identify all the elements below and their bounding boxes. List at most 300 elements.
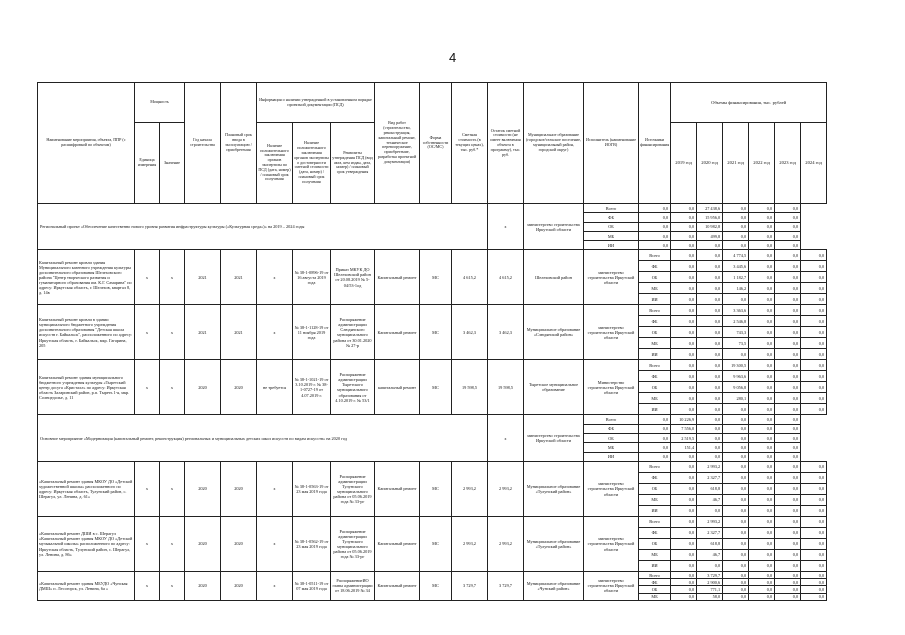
funding-cell: 0,0	[639, 204, 671, 213]
funding-cell: 3 363,6	[723, 305, 749, 316]
object-remaining: 19 598,5	[488, 360, 524, 415]
object-name: Капитальный ремонт кровли здания Муниципального казенного учреждения культуры дополнительного образования Шелеховского района "Центр творческого развития и гуманитарного образования им. К.Г. Самарина" по адресу: Иркутская область, г. Шелехов, квартал 8, д. 14в	[38, 250, 135, 305]
funding-cell: 73,5	[723, 338, 749, 349]
funding-cell: 0,0	[697, 452, 723, 461]
funding-cell: 0,0	[801, 283, 827, 294]
funding-cell: 0,0	[723, 213, 749, 222]
funding-cell: 2 546,8	[723, 316, 749, 327]
funding-cell: 0,0	[801, 579, 827, 586]
header-psd-info: Информация о наличии утвержденной в установленном порядке проектной документации (ПСД)	[257, 83, 375, 123]
funding-cell: 0,0	[749, 272, 775, 283]
object-municipality: Муниципальное образование «Тулунский район»	[524, 516, 584, 571]
funding-cell: 0,0	[723, 434, 749, 443]
funding-cell: 0,0	[671, 338, 697, 349]
funding-cell: 146,2	[723, 283, 749, 294]
funding-cell: 0,0	[801, 527, 827, 538]
funding-cell: 0,0	[749, 424, 775, 433]
header-capacity: Мощность	[135, 83, 185, 123]
funding-cell: 0,0	[749, 404, 775, 415]
funding-cell: 0,0	[723, 231, 749, 240]
funding-cell: 0,0	[697, 261, 723, 272]
table-row	[38, 305, 827, 316]
object-ownership: МС	[420, 305, 452, 360]
source-label: Всего	[584, 415, 639, 424]
funding-cell: 2 327,7	[697, 472, 723, 483]
funding-cell: 0,0	[671, 538, 697, 549]
funding-cell: 3 729,7	[697, 571, 723, 578]
funding-cell: 0,0	[697, 560, 723, 571]
funding-cell: 0,0	[801, 538, 827, 549]
page-number: 4	[449, 50, 457, 65]
object-expertise: х	[257, 516, 293, 571]
source-label: ОБ	[584, 434, 639, 443]
funding-cell: 0,0	[697, 404, 723, 415]
funding-cell: 15 956,0	[697, 213, 723, 222]
funding-cell: 0,0	[749, 443, 775, 452]
funding-cell: 0,0	[749, 261, 775, 272]
funding-cell: 0,0	[775, 393, 801, 404]
funding-cell: 0,0	[775, 261, 801, 272]
funding-cell: 0,0	[723, 452, 749, 461]
object-psd: Приказ МКУК ДО Шелеховский район от 20.08.2019 № 5-04/53-1од	[331, 250, 375, 305]
funding-cell: 0,0	[749, 327, 775, 338]
funding-cell: 0,0	[723, 483, 749, 494]
funding-cell: 0,0	[697, 272, 723, 283]
funding-cell: 0,0	[697, 327, 723, 338]
funding-cell: 0,0	[801, 349, 827, 360]
object-pricing: № 38-1-1128-19 от 11 ноября 2019 года	[293, 305, 331, 360]
object-value: х	[160, 250, 185, 305]
source-label: ФБ	[584, 213, 639, 222]
funding-cell: 0,0	[775, 371, 801, 382]
funding-cell: 0,0	[775, 316, 801, 327]
funding-cell: 0,0	[723, 494, 749, 505]
funding-cell: 0,0	[671, 571, 697, 578]
object-psd: Распоряжение администрации Тулунского муниципального района от 05.06.2019 года № 33-рг	[331, 461, 375, 516]
source-label: ИИ	[584, 241, 639, 250]
funding-cell: 0,0	[775, 549, 801, 560]
header-work-type: Вид работ (строительство, реконструкция, капитальный ремонт, техническое перевооружение, приобретение, разработка проектной документации)	[375, 83, 420, 204]
object-name: «Капитальный ремонт ДШИ в с. Шерагул «Капитальный ремонт здания МКОУ ДО «Детской музыкальной школы» расположенного по адресу: Иркутская область, Тулунский район, с. Шерагул, ул. Ленина, д. 86»	[38, 516, 135, 571]
object-remaining: 2 993,2	[488, 461, 524, 516]
financing-table-sheet	[37, 82, 827, 601]
funding-cell: 0,0	[801, 494, 827, 505]
section-ownership: х	[488, 204, 524, 250]
funding-cell: 0,0	[723, 461, 749, 472]
object-work-type: Капитальный ремонт	[375, 461, 420, 516]
funding-cell: 0,0	[749, 213, 775, 222]
funding-cell: 0,0	[775, 250, 801, 261]
source-label: ОБ	[639, 538, 671, 549]
funding-cell: 0,0	[723, 204, 749, 213]
funding-cell: 0,0	[639, 452, 671, 461]
funding-cell: 0,0	[749, 593, 775, 600]
funding-cell: 0,0	[775, 538, 801, 549]
object-unit: х	[135, 360, 160, 415]
funding-cell: 0,0	[775, 382, 801, 393]
funding-cell: 618,8	[697, 538, 723, 549]
source-label: ИИ	[639, 505, 671, 516]
funding-cell: 0,0	[671, 250, 697, 261]
funding-cell: 0,0	[671, 404, 697, 415]
header-year-2019: 2019 год	[671, 123, 697, 204]
source-label: МБ	[584, 231, 639, 240]
funding-cell: 0,0	[671, 222, 697, 231]
funding-cell: 0,0	[639, 213, 671, 222]
funding-cell: 0,0	[775, 213, 801, 222]
object-cost: 3 462,3	[452, 305, 488, 360]
funding-cell: 0,0	[801, 272, 827, 283]
funding-cell: 0,0	[671, 527, 697, 538]
funding-cell: 743,3	[723, 327, 749, 338]
funding-cell: 0,0	[801, 571, 827, 578]
object-expertise: х	[257, 461, 293, 516]
funding-cell: 0,0	[775, 272, 801, 283]
object-ownership: МС	[420, 360, 452, 415]
funding-cell: 0,0	[749, 472, 775, 483]
header-funding: Объемы финансирования, тыс. рублей	[671, 83, 827, 123]
funding-cell: 0,0	[749, 294, 775, 305]
funding-cell: 0,0	[749, 452, 775, 461]
object-name: «Капитальный ремонт здания МБУДО «Чунская ДМШ» п. Лесогорск, ул. Ленина, 6а »	[38, 571, 135, 600]
funding-cell: 0,0	[801, 516, 827, 527]
section-executor: министерство строительства Иркутской области	[524, 415, 584, 461]
funding-cell: 0,0	[671, 231, 697, 240]
funding-cell: 0,0	[723, 516, 749, 527]
funding-cell: 0,0	[749, 241, 775, 250]
object-unit: х	[135, 250, 160, 305]
funding-cell: 0,0	[749, 538, 775, 549]
object-commission: 2020	[221, 571, 257, 600]
source-label: ФБ	[639, 261, 671, 272]
funding-cell: 0,0	[749, 586, 775, 593]
funding-cell: 0,0	[671, 294, 697, 305]
funding-cell: 0,0	[775, 516, 801, 527]
funding-cell: 0,0	[697, 250, 723, 261]
object-psd: Распоряжение администрации Тыретского муниципального образования от 4.10.2019 г. № 53/1	[331, 360, 375, 415]
funding-cell: 19 300,5	[723, 360, 749, 371]
funding-cell: 0,0	[723, 560, 749, 571]
table-row	[38, 250, 827, 261]
funding-cell: 499,8	[697, 231, 723, 240]
object-value: х	[160, 360, 185, 415]
funding-cell: 0,0	[775, 593, 801, 600]
funding-cell: 0,0	[775, 241, 801, 250]
funding-cell: 0,0	[723, 294, 749, 305]
funding-cell: 0,0	[723, 505, 749, 516]
source-label: Всего	[639, 250, 671, 261]
funding-cell: 0,0	[801, 461, 827, 472]
header-year-2021: 2021 год	[723, 123, 749, 204]
funding-cell: 0,0	[749, 434, 775, 443]
object-work-type: Капитальный ремонт	[375, 305, 420, 360]
funding-cell: 0,0	[671, 483, 697, 494]
object-ownership: МС	[420, 516, 452, 571]
source-label: ИИ	[639, 349, 671, 360]
object-work-type: Капитальный ремонт	[375, 571, 420, 600]
funding-cell: 0,0	[671, 472, 697, 483]
funding-cell: 0,0	[801, 483, 827, 494]
funding-cell: 0,0	[671, 316, 697, 327]
object-commission: 2020	[221, 360, 257, 415]
funding-cell: 0,0	[723, 579, 749, 586]
object-executor: министерство строительства Иркутской области	[584, 461, 639, 516]
funding-cell: 0,0	[775, 461, 801, 472]
header-pricing: Наличие положительного заключения органов экспертизы о достоверности сметной стоимости (дата, номер) / плановый срок получения	[293, 123, 331, 204]
funding-cell: 0,0	[801, 560, 827, 571]
funding-cell: 0,0	[723, 222, 749, 231]
header-executor: Исполнитель (наименование ИОГВ)	[584, 83, 639, 204]
funding-cell: 0,0	[801, 393, 827, 404]
funding-cell: 0,0	[671, 560, 697, 571]
funding-cell: 0,0	[801, 338, 827, 349]
funding-cell: 0,0	[749, 483, 775, 494]
object-value: х	[160, 516, 185, 571]
object-expertise: х	[257, 571, 293, 600]
header-year-2022: 2022 год	[749, 123, 775, 204]
funding-cell: 0,0	[749, 549, 775, 560]
object-psd: РаспоряжениеИО главы администрации от 18.06.2019 № 34	[331, 571, 375, 600]
funding-cell: 2 327,7	[697, 527, 723, 538]
funding-cell: 46,7	[697, 549, 723, 560]
object-ownership: МС	[420, 250, 452, 305]
funding-cell: 0,0	[775, 560, 801, 571]
funding-cell: 0,0	[697, 371, 723, 382]
source-label: ФБ	[639, 579, 671, 586]
object-work-type: Капитальный ремонт	[375, 250, 420, 305]
funding-cell: 0,0	[775, 527, 801, 538]
funding-cell: 10 982,8	[697, 222, 723, 231]
funding-cell: 0,0	[749, 505, 775, 516]
funding-cell: 0,0	[671, 452, 697, 461]
object-executor: министерство строительства Иркутской области	[584, 305, 639, 360]
funding-cell: 0,0	[775, 579, 801, 586]
object-name: «Капитальный ремонт здания МКОУ ДО «Детской художественной школы» расположенного по адресу: Иркутская область, Тулунский район, с. Шерагул, ул. Ленина, д. 61»	[38, 461, 135, 516]
source-label: ИИ	[639, 294, 671, 305]
source-label: МБ	[639, 393, 671, 404]
funding-cell: 0,0	[697, 443, 723, 452]
funding-cell: 0,0	[749, 250, 775, 261]
funding-cell: 0,0	[671, 593, 697, 600]
funding-cell: 0,0	[671, 579, 697, 586]
funding-cell: 0,0	[749, 516, 775, 527]
funding-cell: 0,0	[775, 494, 801, 505]
funding-cell: 0,0	[801, 371, 827, 382]
funding-cell: 58,0	[697, 593, 723, 600]
object-pricing: № 38-1-0896-19 от 16 августа 2019 года	[293, 250, 331, 305]
object-value: х	[160, 305, 185, 360]
funding-cell: 0,0	[749, 560, 775, 571]
object-pricing: № 38-1-1021-19 от 3.10.2019 г. № 38-1-0727-19 от 4.07.2019 г.	[293, 360, 331, 415]
source-label: ОБ	[639, 272, 671, 283]
funding-cell: 0,0	[671, 360, 697, 371]
header-ownership: Форма собственности (ОС/МС)	[420, 83, 452, 204]
object-unit: х	[135, 461, 160, 516]
funding-cell: 0,0	[801, 586, 827, 593]
funding-cell: 2 993,2	[697, 516, 723, 527]
funding-cell: 0,0	[671, 204, 697, 213]
header-name: Наименование мероприятия, объекта, ППР (с расшифровкой по объектам)	[38, 83, 135, 204]
source-label: ФБ	[584, 424, 639, 433]
object-ownership: МС	[420, 461, 452, 516]
funding-cell: 0,0	[775, 586, 801, 593]
section-executor: министерство строительства Иркутской области	[524, 204, 584, 250]
funding-cell: 0,0	[775, 452, 801, 461]
object-year-start: 2021	[185, 305, 221, 360]
funding-cell: 0,0	[775, 222, 801, 231]
object-ownership: МС	[420, 571, 452, 600]
object-remaining: 3 462,3	[488, 305, 524, 360]
source-label: МБ	[584, 443, 639, 452]
funding-cell: 0,0	[697, 360, 723, 371]
funding-cell: 0,0	[723, 549, 749, 560]
funding-cell: 0,0	[671, 516, 697, 527]
object-expertise: не требуется	[257, 360, 293, 415]
header-remaining: Остаток сметной стоимости (не имеет включения объекта в программу), тыс. руб.	[488, 83, 524, 204]
source-label: Всего	[639, 516, 671, 527]
source-label: Всего	[639, 305, 671, 316]
funding-cell: 0,0	[775, 415, 801, 424]
source-label: ОБ	[639, 382, 671, 393]
object-cost: 19 598,5	[452, 360, 488, 415]
funding-cell: 0,0	[639, 415, 671, 424]
funding-cell: 0,0	[671, 461, 697, 472]
source-label: МБ	[639, 283, 671, 294]
source-label: Всего	[639, 360, 671, 371]
object-value: х	[160, 461, 185, 516]
funding-cell: 0,0	[801, 327, 827, 338]
funding-cell: 0,0	[801, 549, 827, 560]
funding-cell: 0,0	[723, 527, 749, 538]
funding-cell: 0,0	[775, 443, 801, 452]
funding-cell: 0,0	[671, 213, 697, 222]
section-row	[38, 415, 827, 424]
funding-cell: 0,0	[723, 443, 749, 452]
source-label: ФБ	[639, 527, 671, 538]
section-ownership: х	[488, 415, 524, 461]
header-unit: Единица измерения	[135, 123, 160, 204]
source-label: Всего	[584, 204, 639, 213]
source-label: Всего	[639, 461, 671, 472]
object-pricing: № 38-1-0563-19 от 23 мая 2019 года	[293, 461, 331, 516]
object-municipality: Шелеховский район	[524, 250, 584, 305]
source-label: МБ	[639, 549, 671, 560]
funding-cell: 1 182,7	[723, 272, 749, 283]
funding-cell: 0,0	[775, 338, 801, 349]
funding-cell: 0,0	[671, 327, 697, 338]
funding-cell: 7 556,0	[671, 424, 697, 433]
source-label: ОБ	[639, 483, 671, 494]
funding-cell: 0,0	[775, 483, 801, 494]
header-value: Значение	[160, 123, 185, 204]
object-executor: министерство строительства Иркутской области	[584, 516, 639, 571]
funding-cell: 3 445,6	[723, 261, 749, 272]
funding-cell: 9 056,8	[723, 382, 749, 393]
funding-cell: 0,0	[775, 434, 801, 443]
funding-cell: 0,0	[749, 338, 775, 349]
funding-cell: 0,0	[775, 424, 801, 433]
object-work-type: Капитальный ремонт	[375, 516, 420, 571]
object-expertise: х	[257, 250, 293, 305]
object-expertise: х	[257, 305, 293, 360]
object-commission: 2020	[221, 461, 257, 516]
funding-cell: 0,0	[801, 261, 827, 272]
funding-cell: 0,0	[697, 424, 723, 433]
object-municipality: Тыретское муниципальное образование	[524, 360, 584, 415]
funding-cell: 0,0	[697, 505, 723, 516]
source-label: ОБ	[639, 327, 671, 338]
funding-cell: 0,0	[749, 349, 775, 360]
funding-cell: 0,0	[639, 443, 671, 452]
funding-cell: 0,0	[723, 593, 749, 600]
funding-cell: 0,0	[697, 316, 723, 327]
table-row	[38, 571, 827, 578]
funding-cell: 0,0	[749, 494, 775, 505]
funding-cell: 0,0	[749, 461, 775, 472]
funding-cell: 0,0	[723, 404, 749, 415]
object-cost: 4 615,2	[452, 250, 488, 305]
object-municipality: Муниципальное образование «Слюдянский район»	[524, 305, 584, 360]
funding-cell: 0,0	[801, 250, 827, 261]
source-label: ФБ	[639, 316, 671, 327]
funding-cell: 0,0	[749, 305, 775, 316]
funding-cell: 0,0	[801, 316, 827, 327]
funding-cell: 0,0	[697, 349, 723, 360]
funding-cell: 0,0	[671, 305, 697, 316]
funding-cell: 0,0	[671, 505, 697, 516]
funding-cell: 0,0	[801, 294, 827, 305]
object-pricing: № 38-1-0562-19 от 23 мая 2019 года	[293, 516, 331, 571]
funding-cell: 0,0	[723, 424, 749, 433]
funding-cell: 0,0	[671, 283, 697, 294]
funding-cell: 0,0	[749, 231, 775, 240]
funding-cell: 0,0	[775, 505, 801, 516]
funding-cell: 0,0	[697, 434, 723, 443]
funding-cell: 0,0	[801, 472, 827, 483]
funding-cell: 2 900,6	[697, 579, 723, 586]
source-label: МБ	[639, 494, 671, 505]
header-expertise: Наличие положительного заключения органов экспертизы по ПСД (дата, номер) / плановый срок получения	[257, 123, 293, 204]
funding-cell: 46,7	[697, 494, 723, 505]
funding-cell: 0,0	[639, 241, 671, 250]
funding-cell: 10 226,9	[671, 415, 697, 424]
object-pricing: № 38-1-0511-19 от 07 мая 2019 года	[293, 571, 331, 600]
funding-cell: 0,0	[775, 204, 801, 213]
header-commission: Плановый срок ввода в эксплуатацию / приобретения	[221, 83, 257, 204]
funding-cell: 618,8	[697, 483, 723, 494]
table-row	[38, 461, 827, 472]
funding-cell: 0,0	[697, 338, 723, 349]
header-year-2020: 2020 год	[697, 123, 723, 204]
funding-cell: 2 519,5	[671, 434, 697, 443]
funding-cell: 0,0	[775, 327, 801, 338]
object-psd: Распоряжение администрации Слюдянского муниципального района от 30.01.2020 № 27-р	[331, 305, 375, 360]
source-label: ОБ	[639, 586, 671, 593]
funding-cell: 0,0	[697, 241, 723, 250]
object-cost: 2 993,2	[452, 516, 488, 571]
header-cost: Сметная стоимость (в текущих ценах), тыс. руб.*	[452, 83, 488, 204]
header-year-2023: 2023 год	[775, 123, 801, 204]
funding-cell: 0,0	[749, 527, 775, 538]
funding-cell: 0,0	[671, 272, 697, 283]
funding-cell: 0,0	[723, 349, 749, 360]
funding-cell: 9 963,6	[723, 371, 749, 382]
funding-cell: 0,0	[775, 283, 801, 294]
funding-cell: 0,0	[775, 349, 801, 360]
funding-cell: 0,0	[671, 586, 697, 593]
funding-cell: 0,0	[697, 415, 723, 424]
source-label: МБ	[639, 338, 671, 349]
